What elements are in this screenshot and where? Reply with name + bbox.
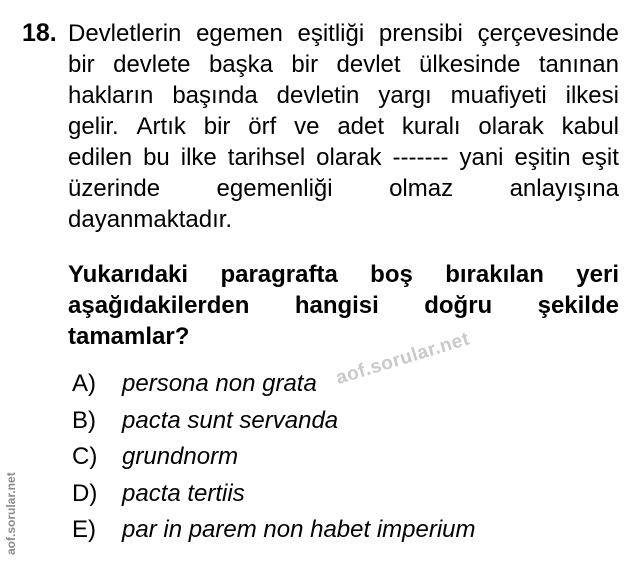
prompt-word: hangisi <box>294 292 379 319</box>
stem-word: tarihsel <box>227 144 306 171</box>
stem-word: çerçevesinde <box>477 20 619 47</box>
stem-word: devletin <box>276 82 360 109</box>
stem-word: olarak <box>316 144 382 171</box>
prompt-word: doğru <box>424 292 493 319</box>
option-text: pacta sunt servanda <box>122 406 339 434</box>
prompt-line <box>68 259 619 290</box>
watermark-center: aof.sorular.net <box>333 328 473 390</box>
stem-line <box>68 49 619 80</box>
option-text: pacta tertiis <box>122 479 245 507</box>
stem-word: devlete <box>113 51 191 78</box>
stem-word: anlayışına <box>509 175 619 202</box>
stem-word: ilkesi <box>565 82 619 109</box>
watermark-side: aof.sorular.net <box>4 472 18 555</box>
question-number: 18. <box>22 19 57 47</box>
answer-option[interactable] <box>72 512 476 549</box>
option-letter: D) <box>72 479 98 507</box>
stem-line <box>68 18 619 49</box>
stem-word: kuralı <box>401 113 461 140</box>
stem-word: ve <box>294 113 320 140</box>
stem-line <box>68 111 619 142</box>
stem-word: devlet <box>336 51 401 78</box>
stem-word: tanınan <box>538 51 619 78</box>
stem-word: bir <box>68 51 95 78</box>
option-text: grundnorm <box>122 443 239 470</box>
stem-line <box>68 204 619 235</box>
stem-word: edilen <box>68 144 133 171</box>
answer-options <box>72 366 476 549</box>
prompt-word: boş <box>370 261 413 288</box>
stem-word: bir <box>291 51 319 78</box>
prompt-word: aşağıdakilerden <box>68 292 250 319</box>
stem-word: yani <box>459 144 504 171</box>
stem-word: olarak <box>478 113 544 140</box>
stem-line <box>68 173 619 204</box>
option-text: persona non grata <box>122 370 317 397</box>
prompt-word: yeri <box>576 261 619 288</box>
prompt-word: tamamlar? <box>68 323 190 350</box>
option-letter: B) <box>72 406 96 434</box>
stem-word: egemen <box>196 20 283 47</box>
answer-option[interactable] <box>72 476 476 513</box>
stem-word: olmaz <box>389 175 454 202</box>
stem-word: kabul <box>561 113 619 140</box>
stem-word: bir <box>203 113 231 140</box>
question-stem <box>68 18 619 235</box>
stem-word: adet <box>337 113 385 140</box>
stem-word: yargı <box>378 82 432 109</box>
answer-option[interactable] <box>72 403 476 440</box>
stem-word: üzerinde <box>68 175 161 202</box>
stem-word: eşitin <box>514 144 571 171</box>
prompt-word: şekilde <box>537 292 619 319</box>
prompt-word: paragrafta <box>220 261 338 288</box>
stem-word: bu <box>143 144 170 171</box>
stem-word: ülkesinde <box>419 51 521 78</box>
stem-word: prensibi <box>378 20 463 47</box>
stem-word: gelir. <box>68 113 119 140</box>
stem-word: ilke <box>180 144 217 171</box>
stem-word: eşitliği <box>297 20 365 47</box>
stem-word: Devletlerin <box>68 20 182 47</box>
option-letter: E) <box>72 516 96 543</box>
prompt-word: bırakılan <box>445 261 544 288</box>
question-prompt <box>68 259 619 352</box>
stem-line <box>68 142 619 173</box>
stem-word: eşit <box>581 144 619 171</box>
prompt-word: Yukarıdaki <box>68 261 189 288</box>
stem-word: muafiyeti <box>450 82 547 109</box>
stem-word: dayanmaktadır. <box>68 206 233 233</box>
answer-option[interactable] <box>72 366 476 403</box>
prompt-line <box>68 290 619 321</box>
stem-word: egemenliği <box>216 175 333 202</box>
stem-word: Artık <box>136 113 186 140</box>
answer-option[interactable] <box>72 439 476 476</box>
option-text: par in parem non habet imperium <box>122 516 476 543</box>
prompt-line <box>68 321 619 352</box>
stem-word: hakların <box>68 82 154 109</box>
stem-word: ------- <box>392 144 449 171</box>
stem-word: başka <box>208 51 273 78</box>
stem-word: başında <box>172 82 258 109</box>
stem-word: örf <box>248 113 277 140</box>
option-letter: C) <box>72 443 98 470</box>
stem-line <box>68 80 619 111</box>
option-letter: A) <box>72 370 96 397</box>
